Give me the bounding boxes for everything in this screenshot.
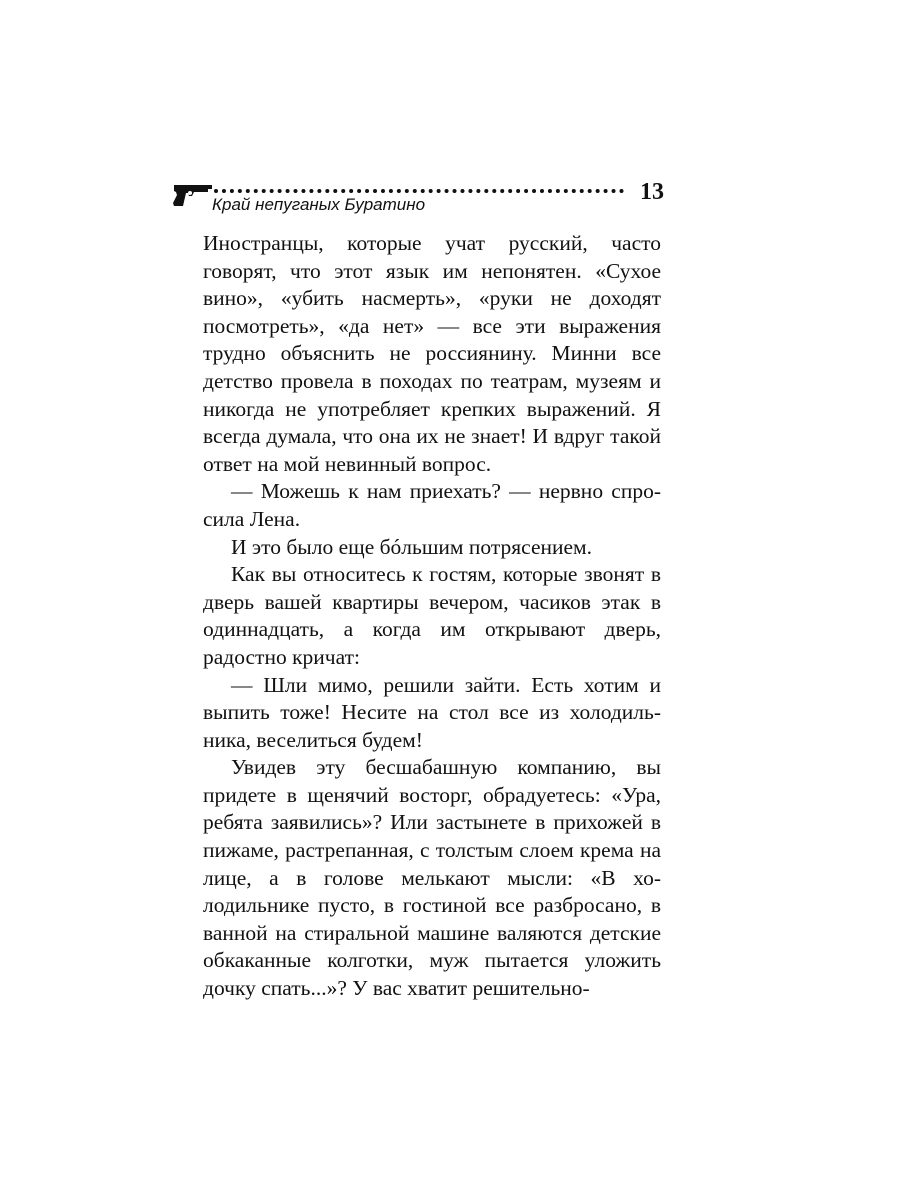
running-header xyxy=(172,178,664,218)
paragraph: — Можешь к нам приехать? — нервно спросила Лена. xyxy=(203,479,661,531)
revolver-icon xyxy=(172,182,216,208)
paragraph: Увидев эту бесшабашную компанию, вы придете в щенячий восторг, обрадуетесь: «Ура, ребята заявились»? Или застынете в прихожей в пижаме, растрепанная, с толстым слоем крема на лице, а в голове мелькают мысли: «В холодильнике пусто, в гостиной все разбросано, в ванной на стиральной машине валяются детские обкаканные колготки, муж пытается уложить дочку спать...»? У вас хватит решительно- xyxy=(203,755,661,1001)
header-dotted-rule xyxy=(214,189,624,193)
paragraph: И это было еще бóльшим потрясением. xyxy=(231,534,593,559)
page-number: 13 xyxy=(640,179,664,205)
paragraph: Как вы относитесь к гостям, которые звонят в дверь вашей квартиры вечером, часиков этак в одиннадцать, а когда им открывают дверь, радостно кричат: xyxy=(203,562,661,669)
body-text xyxy=(203,230,661,1003)
paragraph: Иностранцы, которые учат русский, часто говорят, что этот язык им непонятен. «Сухое вино», «убить насмерть», «руки не доходят посмотреть», «да нет» — все эти выражения трудно объяснить не россиянину. Минни все детство провела в походах по театрам, музеям и никогда не употребляет крепких выражений. Я всегда думала, что она их не знает! И вдруг такой ответ на мой невинный вопрос. xyxy=(203,231,661,476)
paragraph: — Шли мимо, решили зайти. Есть хотим и выпить тоже! Несите на стол все из холодильника, веселиться будем! xyxy=(203,672,661,752)
running-title: Край непуганых Буратино xyxy=(212,195,426,214)
